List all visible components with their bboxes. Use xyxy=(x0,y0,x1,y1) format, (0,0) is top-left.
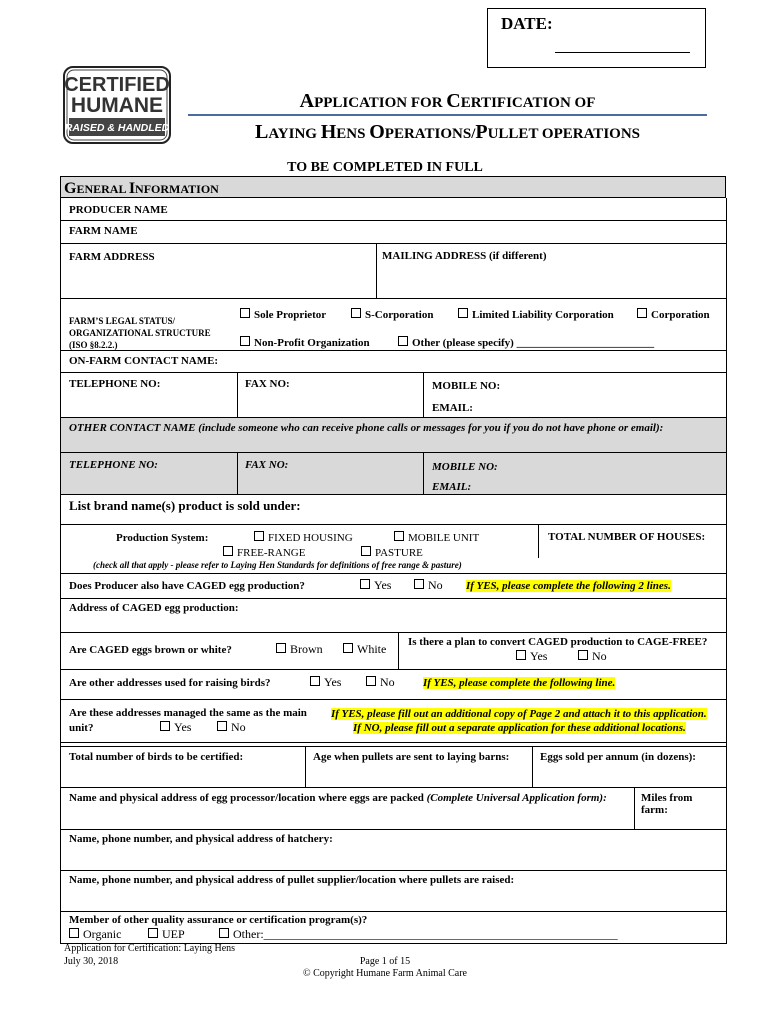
rule xyxy=(60,298,727,299)
miles-from-label: Miles from farm: xyxy=(641,792,693,816)
managed-note-2: If NO, please fill out a separate application for these additional locations. xyxy=(353,722,686,734)
rule xyxy=(60,573,727,574)
hatchery-label: Name, phone number, and physical address of hatchery: xyxy=(69,833,333,845)
rule xyxy=(60,372,727,373)
organic-checkbox[interactable]: Organic xyxy=(69,927,121,942)
other-program-checkbox[interactable]: Other:___________________________________________________________ xyxy=(219,927,618,942)
brand-names-label: List brand name(s) product is sold under: xyxy=(69,498,301,513)
email2-label: EMAIL: xyxy=(432,481,472,493)
cage-free-plan-label: Is there a plan to convert CAGED production to CAGE-FREE? xyxy=(408,636,708,648)
managed-same-label-2: unit? xyxy=(69,722,94,734)
corporation-checkbox[interactable]: Corporation xyxy=(637,308,710,321)
footer-copyright: © Copyright Humane Farm Animal Care xyxy=(303,968,467,979)
rule xyxy=(60,632,727,633)
other-addresses-yes-checkbox[interactable]: Yes xyxy=(310,675,341,690)
rule xyxy=(60,699,727,700)
free-range-checkbox[interactable]: FREE-RANGE xyxy=(223,546,305,559)
rule xyxy=(60,452,727,453)
rule xyxy=(305,746,306,787)
other-addresses-label: Are other addresses used for raising birds? xyxy=(69,677,271,689)
on-farm-contact-label: ON-FARM CONTACT NAME: xyxy=(69,355,219,367)
rule xyxy=(634,787,635,829)
rule xyxy=(60,742,727,743)
farm-name-label: FARM NAME xyxy=(69,225,138,237)
other-addresses-no-checkbox[interactable]: No xyxy=(366,675,395,690)
title-line-1: APPLICATION FOR CERTIFICATION OF xyxy=(299,90,596,112)
rule xyxy=(60,746,727,747)
managed-no-checkbox[interactable]: No xyxy=(217,720,246,735)
section-header: GENERAL INFORMATION xyxy=(60,176,726,198)
fax2-label: FAX NO: xyxy=(245,459,289,471)
frame-left xyxy=(60,198,61,944)
other-programs-label: Member of other quality assurance or certification program(s)? xyxy=(69,914,368,926)
rule xyxy=(60,494,727,495)
managed-yes-checkbox[interactable]: Yes xyxy=(160,720,191,735)
telephone2-label: TELEPHONE NO: xyxy=(69,459,158,471)
eggs-per-annum-label: Eggs sold per annum (in dozens): xyxy=(540,751,696,763)
rule xyxy=(376,243,377,298)
managed-same-label: Are these addresses managed the same as the main xyxy=(69,707,307,719)
llc-checkbox[interactable]: Limited Liability Corporation xyxy=(458,308,614,321)
farm-address-label: FARM ADDRESS xyxy=(69,251,155,263)
check-all-note: (check all that apply - please refer to Laying Hen Standards for definitions of free range & pasture) xyxy=(93,560,462,570)
footer-page: Page 1 of 15 xyxy=(359,956,411,967)
rule xyxy=(398,632,399,669)
subtitle: TO BE COMPLETED IN FULL xyxy=(287,160,483,175)
brown-checkbox[interactable]: Brown xyxy=(276,642,323,657)
non-profit-checkbox[interactable]: Non-Profit Organization xyxy=(240,336,370,349)
white-checkbox[interactable]: White xyxy=(343,642,386,657)
fixed-housing-checkbox[interactable]: FIXED HOUSING xyxy=(254,531,353,544)
footer-date: July 30, 2018 xyxy=(64,956,119,967)
rule xyxy=(60,417,727,418)
rule xyxy=(60,870,727,871)
rule xyxy=(60,669,727,670)
pullet-supplier-label: Name, phone number, and physical address of pullet supplier/location where pullets are raised: xyxy=(69,874,515,886)
date-field[interactable] xyxy=(555,52,690,53)
caged-note: If YES, please complete the following 2 lines. xyxy=(466,580,671,592)
caged-yes-checkbox[interactable]: Yes xyxy=(360,578,391,593)
production-system-label: Production System: xyxy=(116,532,209,544)
rule xyxy=(532,746,533,787)
svg-text:CERTIFIED: CERTIFIED xyxy=(64,74,170,96)
rule xyxy=(60,829,727,830)
rule xyxy=(60,524,727,525)
other-addresses-note: If YES, please complete the following line. xyxy=(423,677,616,689)
telephone-label: TELEPHONE NO: xyxy=(69,378,161,390)
rule xyxy=(60,243,727,244)
other-specify-checkbox[interactable]: Other (please specify) _________________________ xyxy=(398,336,654,349)
certified-humane-logo xyxy=(63,66,171,144)
date-label: DATE: xyxy=(501,14,553,33)
fax-label: FAX NO: xyxy=(245,378,290,390)
producer-name-label: PRODUCER NAME xyxy=(69,204,168,216)
s-corporation-checkbox[interactable]: S-Corporation xyxy=(351,308,433,321)
rule xyxy=(538,524,539,558)
frame-right xyxy=(726,198,727,944)
rule xyxy=(237,372,238,417)
rule xyxy=(60,598,727,599)
footer-doc-title: Application for Certification: Laying Hens xyxy=(64,943,236,954)
rule xyxy=(60,911,727,912)
caged-no-checkbox[interactable]: No xyxy=(414,578,443,593)
svg-text:RAISED & HANDLED: RAISED & HANDLED xyxy=(64,122,170,134)
title-line-2: LAYING HENS OPERATIONS/PULLET OPERATIONS xyxy=(255,121,640,143)
uep-checkbox[interactable]: UEP xyxy=(148,927,185,942)
other-contact-phone-bg xyxy=(61,452,726,494)
rule xyxy=(423,372,424,417)
total-birds-label: Total number of birds to be certified: xyxy=(69,751,244,763)
caged-question-label: Does Producer also have CAGED egg production? xyxy=(69,580,305,592)
rule xyxy=(60,787,727,788)
email-label: EMAIL: xyxy=(432,402,473,414)
sole-proprietor-checkbox[interactable]: Sole Proprietor xyxy=(240,308,326,321)
other-contact-label: OTHER CONTACT NAME (include someone who can receive phone calls or messages for you if you do not have phone or email): xyxy=(69,422,664,434)
managed-note-1: If YES, please fill out an additional copy of Page 2 and attach it to this application. xyxy=(331,708,707,720)
rule xyxy=(237,452,238,494)
svg-text:HUMANE: HUMANE xyxy=(70,94,164,117)
mailing-address-label: MAILING ADDRESS (if different) xyxy=(382,250,547,262)
rule xyxy=(60,220,727,221)
caged-color-label: Are CAGED eggs brown or white? xyxy=(69,644,232,656)
mobile2-label: MOBILE NO: xyxy=(432,461,498,473)
cage-free-no-checkbox[interactable]: No xyxy=(578,649,607,664)
legal-status-label: FARM’S LEGAL STATUS/ ORGANIZATIONAL STRUCTURE (ISO §8.2.2.) xyxy=(69,316,211,350)
title-rule xyxy=(188,114,707,116)
caged-address-label: Address of CAGED egg production: xyxy=(69,602,239,614)
processor-label: Name and physical address of egg processor/location where eggs are packed (Complete Universal Application form): xyxy=(69,792,607,804)
cage-free-yes-checkbox[interactable]: Yes xyxy=(516,649,547,664)
total-houses-label: TOTAL NUMBER OF HOUSES: xyxy=(548,531,706,543)
mobile-label: MOBILE NO: xyxy=(432,380,501,392)
rule xyxy=(423,452,424,494)
mobile-unit-checkbox[interactable]: MOBILE UNIT xyxy=(394,531,479,544)
pasture-checkbox[interactable]: PASTURE xyxy=(361,546,423,559)
pullet-age-label: Age when pullets are sent to laying barns: xyxy=(313,751,510,763)
